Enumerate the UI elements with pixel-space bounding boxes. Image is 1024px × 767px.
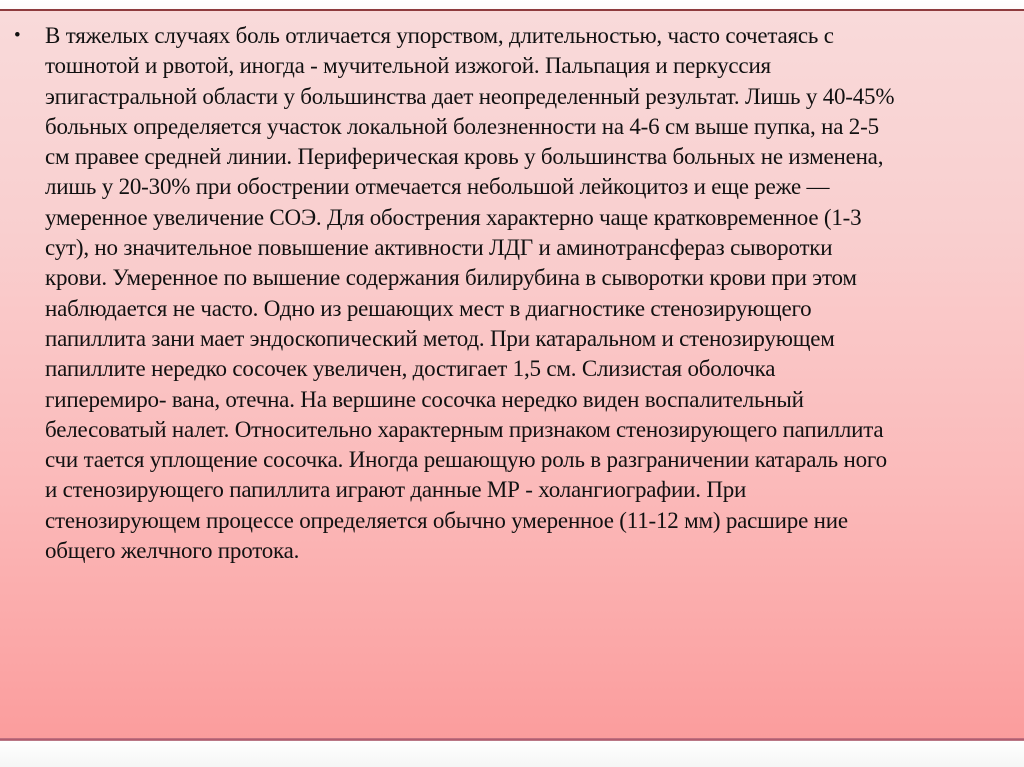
text-line: крови. Умеренное по вышение содержания билирубина в сыворотки крови при этом (45, 265, 857, 291)
text-line: счи тается уплощение сосочка. Иногда решающую роль в разграничении катараль ного (45, 447, 887, 473)
text-line: сут), но значительное повышение активности ЛДГ и аминотрансфераз сыворотки (45, 235, 833, 261)
text-line: умеренное увеличение СОЭ. Для обострения характерно чаще кратковременное (1-3 (45, 204, 862, 230)
bullet-item (0, 21, 1024, 566)
text-line: В тяжелых случаях боль отличается упорством, длительностью, часто сочетаясь с (45, 23, 834, 48)
slide-content-area (0, 11, 1024, 738)
text-line: общего желчного протока. (45, 538, 300, 564)
text-line: папиллите нередко сосочек увеличен, достигает 1,5 см. Слизистая оболочка (45, 356, 776, 382)
text-line: и стенозирующего папиллита играют данные МР - холангиографии. При (45, 477, 747, 503)
bullet-point-icon: • (14, 25, 21, 46)
text-line: гиперемиро- вана, отечна. На вершине сосочка нередко виден воспалительный (45, 386, 804, 412)
text-line: белесоватый налет. Относительно характерным признаком стенозирующего папиллита (45, 416, 884, 442)
text-line: больных определяется участок локальной болезненности на 4-6 см выше пупка, на 2-5 (45, 113, 879, 139)
text-line: тошнотой и рвотой, иногда - мучительной изжогой. Пальпация и перкуссия (45, 53, 771, 79)
bullet-text (45, 21, 1024, 566)
bottom-margin-band (0, 741, 1024, 767)
text-line: стенозирующем процессе определяется обычно умеренное (11-12 мм) расшире ние (45, 507, 848, 533)
text-line: наблюдается не часто. Одно из решающих мест в диагностике стенозирующего (45, 295, 812, 321)
text-line: папиллита зани мает эндоскопический метод. При катаральном и стенозирующем (45, 325, 835, 351)
text-line: лишь у 20-30% при обострении отмечается небольшой лейкоцитоз и еще реже — (45, 174, 830, 200)
top-margin-band (0, 0, 1024, 9)
text-line: эпигастральной области у большинства дает неопределенный результат. Лишь у 40-45% (45, 83, 895, 109)
text-line: см правее средней линии. Периферическая кровь у большинства больных не изменена, (45, 144, 884, 170)
